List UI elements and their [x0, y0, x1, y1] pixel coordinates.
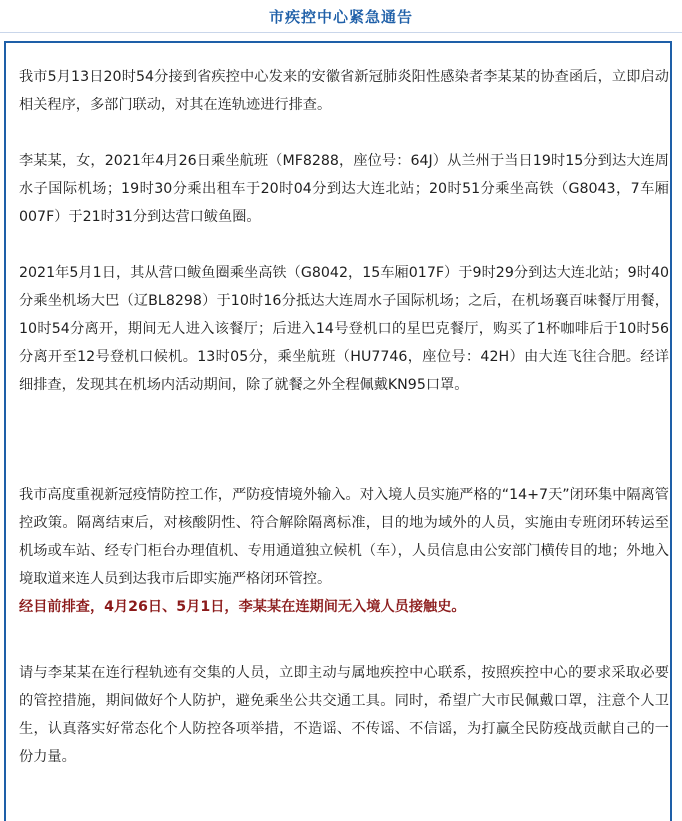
- notice-title: 市疾控中心紧急通告: [268, 8, 413, 26]
- paragraph-2: 李某某，女，2021年4月26日乘坐航班（MF8288，座位号：64J）从兰州于当日19时15分到达大连周水子国际机场；19时30分乘出租车于20时04分到达大连北站；20时51分乘坐高铁（G8043，7车厢007F）于21时31分到达营口鲅鱼圈。: [19, 153, 669, 225]
- title-divider: [0, 32, 682, 33]
- paragraph-4: 我市高度重视新冠疫情防控工作，严防疫情境外输入。对入境人员实施严格的“14+7天”闭环集中隔离管控政策。隔离结束后，对核酸阴性、符合解除隔离标准，目的地为域外的人员，实施由专班闭环转运至机场或车站、经专门柜台办理值机、专用通道独立候机（车），人员信息由公安部门横传目的地；外地入境取道来连人员到达我市后即实施严格闭环管控。: [19, 487, 669, 587]
- paragraph-1: 我市5月13日20时54分接到省疾控中心发来的安徽省新冠肺炎阳性感染者李某某的协查函后，立即启动相关程序，多部门联动，对其在连轨迹进行排查。: [19, 69, 669, 113]
- paragraph-5: 请与李某某在连行程轨迹有交集的人员，立即主动与属地疾控中心联系，按照疾控中心的要求采取必要的管控措施，期间做好个人防护，避免乘坐公共交通工具。同时，希望广大市民佩戴口罩，注意个人卫生，认真落实好常态化个人防控各项举措，不造谣、不传谣、不信谣，为打赢全民防疫战贡献自己的一份力量。: [19, 665, 669, 765]
- highlight-statement: 经目前排查，4月26日、5月1日，李某某在连期间无入境人员接触史。: [19, 599, 466, 615]
- paragraph-3: 2021年5月1日，其从营口鲅鱼圈乘坐高铁（G8042，15车厢017F）于9时29分到达大连北站；9时40分乘坐机场大巴（辽BL8298）于10时16分抵达大连周水子国际机场；之后，在机场襄百味餐厅用餐，10时54分离开，期间无人进入该餐厅；后进入14号登机口的星巴克餐厅，购买了1杯咖啡后于10时56分离开至12号登机口候机。13时05分，乘坐航班（HU7746，座位号：42H）由大连飞往合肥。经详细排查，发现其在机场内活动期间，除了就餐之外全程佩戴KN95口罩。: [19, 265, 669, 393]
